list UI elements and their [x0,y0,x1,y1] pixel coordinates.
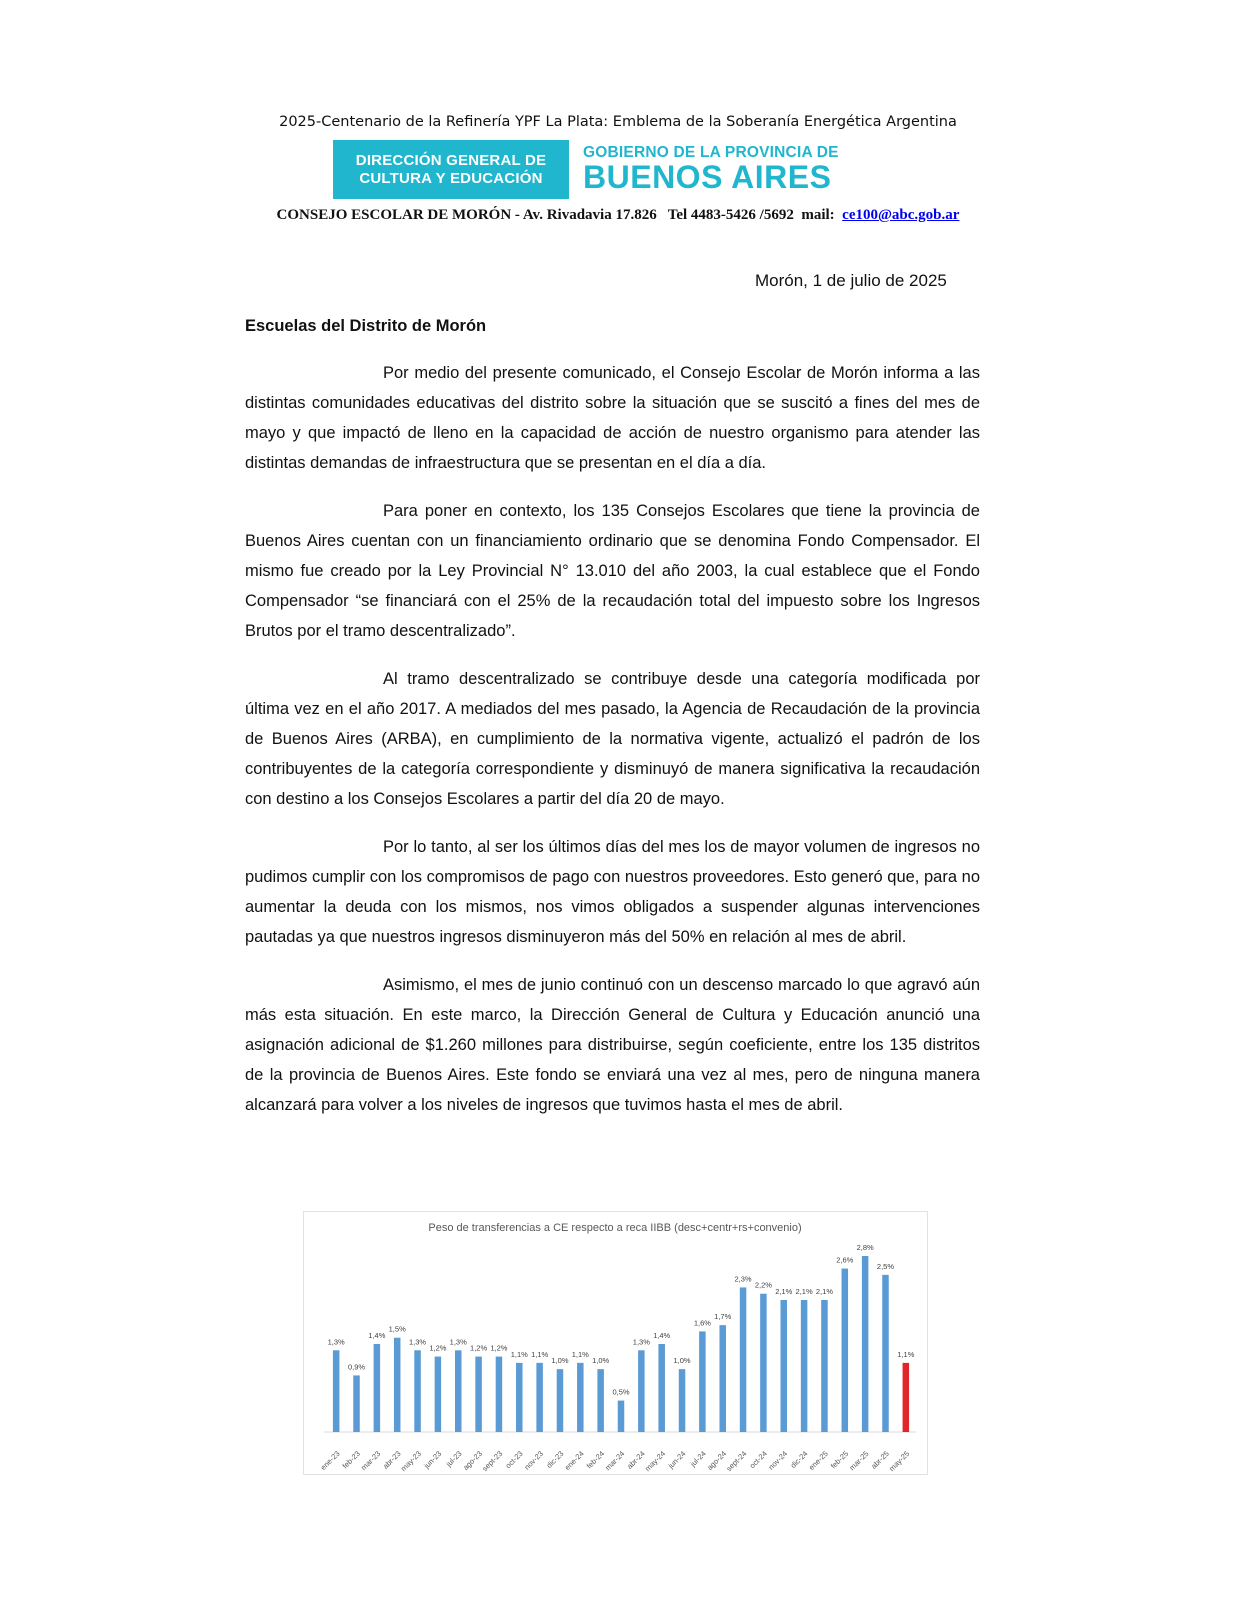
data-label-ago-23: 1,2% [470,1343,488,1353]
data-label-mar-23: 1,4% [368,1331,386,1340]
x-tick-feb-24: feb-24 [584,1449,607,1471]
x-tick-abr-25: abr-25 [869,1449,891,1471]
paragraph-3: Al tramo descentralizado se contribuye desde una categoría modificada por última vez en el año 2017. A mediados del mes pasado, la Agencia de Recaudación de la provincia de Buenos Aires (ARBA), en cumplimiento de la normativa vigente, actualizó el padrón de los contribuyentes de la categoría correspondiente y disminuyó de manera significativa la recaudación con destino a los Consejos Escolares a partir del día 20 de mayo. [245,670,980,808]
bar-ago-23 [475,1357,482,1432]
x-tick-nov-23: nov-23 [522,1449,546,1472]
bar-ene-23 [333,1350,340,1432]
x-tick-jun-23: jun-23 [422,1449,444,1471]
data-label-jun-24: 1,0% [673,1356,691,1366]
bar-nov-24 [781,1300,788,1432]
x-tick-jun-24: jun-24 [666,1449,688,1471]
chart-title: Peso de transferencias a CE respecto a reca IIBB (desc+centr+rs+convenio) [428,1222,802,1234]
bar-abr-24 [638,1350,645,1432]
data-label-feb-25: 2,6% [836,1255,854,1265]
data-label-dic-24: 2,1% [795,1287,813,1296]
data-label-abr-24: 1,3% [632,1337,650,1347]
bar-jun-23 [435,1357,442,1432]
council-address: CONSEJO ESCOLAR DE MORÓN - Av. Rivadavia 17.826 Tel 4483-5426 /5692 mail: [276,207,843,223]
data-label-oct-24: 2,2% [754,1280,772,1290]
header-motto: 2025-Centenario de la Refinería YPF La Plata: Emblema de la Soberanía Energética Argentina [279,114,957,130]
paragraph-5: Asimismo, el mes de junio continuó con un descenso marcado lo que agravó aún más esta situación. En este marco, la Dirección General de Cultura y Educación anunció una asignación adicional de $1.260 millones para distribuirse, según coeficiente, entre los 135 distritos de la provincia de Buenos Aires. Este fondo se enviará una vez al mes, pero de ninguna manera alcanzará para volver a los niveles de ingresos que tuvimos hasta el mes de abril. [245,976,980,1114]
data-label-nov-23: 1,1% [531,1349,549,1359]
bar-oct-24 [760,1294,767,1432]
data-label-jun-23: 1,2% [429,1343,447,1353]
bar-mar-23 [374,1344,381,1432]
bar-abr-25 [882,1275,889,1432]
bar-jul-23 [455,1350,462,1432]
x-tick-abr-24: abr-24 [625,1449,647,1471]
x-tick-ene-24: ene-24 [562,1449,586,1472]
data-label-mar-25: 2,8% [856,1243,874,1252]
bar-may-23 [414,1350,421,1432]
x-tick-may-23: may-23 [398,1449,423,1474]
letter-body [245,358,980,1138]
paragraph-1: Por medio del presente comunicado, el Consejo Escolar de Morón informa a las distintas comunidades educativas del distrito sobre la situación que se suscitó a fines del mes de mayo y que impactó de lleno en la capacidad de acción de nuestro organismo para atender las distintas demandas de infraestructura que se presentan en el día a día. [245,364,980,472]
bar-feb-23 [353,1375,360,1432]
bar-sept-24 [740,1287,747,1432]
bar-ago-24 [719,1325,726,1432]
x-tick-ene-25: ene-25 [806,1449,830,1472]
bar-mar-25 [862,1256,869,1432]
data-label-sept-23: 1,2% [490,1343,508,1353]
x-tick-feb-23: feb-23 [340,1449,362,1471]
x-tick-abr-23: abr-23 [380,1449,403,1471]
dgce-logo [333,140,569,199]
x-tick-mar-25: mar-25 [847,1449,871,1473]
bar-oct-23 [516,1363,523,1432]
bar-mar-24 [618,1401,625,1432]
data-label-oct-23: 1,1% [510,1349,528,1359]
data-label-mar-24: 0,5% [612,1387,630,1397]
x-tick-nov-24: nov-24 [766,1449,790,1472]
bar-dic-23 [557,1369,564,1432]
data-label-ene-25: 2,1% [815,1287,834,1296]
x-tick-ago-24: ago-24 [705,1449,729,1472]
data-label-abr-25: 2,5% [876,1261,895,1271]
data-label-ene-24: 1,1% [571,1349,589,1359]
chart-bars [319,1243,915,1473]
bar-ene-25 [821,1300,828,1432]
x-tick-dic-24: dic-24 [788,1449,810,1470]
x-tick-oct-24: oct-24 [747,1449,769,1471]
council-contact-line [0,207,1236,224]
data-label-jul-23: 1,3% [449,1337,467,1347]
x-tick-oct-23: oct-23 [503,1449,525,1471]
bar-jul-24 [699,1331,706,1432]
x-tick-jul-23: jul-23 [444,1449,464,1469]
gba-logo-line2: BUENOS AIRES [583,159,832,195]
x-tick-mar-24: mar-24 [603,1449,627,1473]
transfers-bar-chart [303,1211,928,1475]
bar-sept-23 [496,1357,503,1432]
gba-logo-line1: GOBIERNO DE LA PROVINCIA DE [583,144,839,161]
data-label-nov-24: 2,1% [775,1287,793,1296]
data-label-feb-24: 1,0% [592,1356,610,1366]
dgce-logo-line2: CULTURA Y EDUCACIÓN [359,169,543,187]
data-label-ene-23: 1,3% [327,1337,345,1347]
chart-canvas [304,1212,927,1474]
x-tick-sept-23: sept-23 [480,1449,505,1474]
letter-date: Morón, 1 de julio de 2025 [755,271,947,290]
data-label-dic-23: 1,0% [551,1356,569,1366]
data-label-jul-24: 1,6% [693,1318,711,1328]
dgce-logo-line1: DIRECCIÓN GENERAL DE [355,151,547,169]
bar-ene-24 [577,1363,584,1432]
paragraph-2: Para poner en contexto, los 135 Consejos Escolares que tiene la provincia de Buenos Aires cuentan con un financiamiento ordinario que se denomina Fondo Compensador. El mismo fue creado por la Ley Provincial N° 13.010 del año 2003, la cual establece que el Fondo Compensador “se financiará con el 25% de la recaudación total del impuesto sobre los Ingresos Brutos por el tramo descentralizado”. [245,502,980,640]
council-email-link[interactable]: ce100@abc.gob.ar [842,207,960,223]
data-label-may-23: 1,3% [408,1337,427,1347]
data-label-may-25: 1,1% [897,1349,915,1359]
x-tick-may-25: may-25 [887,1449,912,1474]
x-tick-jul-24: jul-24 [688,1449,708,1469]
x-tick-may-24: may-24 [643,1449,668,1474]
bar-may-24 [658,1344,665,1432]
bar-jun-24 [679,1369,686,1432]
data-label-sept-24: 2,3% [734,1274,752,1284]
data-label-feb-23: 0,9% [347,1362,366,1372]
data-label-abr-23: 1,5% [388,1324,406,1334]
bar-may-25 [903,1363,910,1432]
bar-feb-24 [597,1369,604,1432]
data-label-may-24: 1,4% [653,1331,671,1340]
institution-logo-banner [333,140,858,199]
x-tick-ene-23: ene-23 [318,1449,342,1472]
bar-nov-23 [536,1363,543,1432]
x-tick-ago-23: ago-23 [461,1449,485,1472]
bar-feb-25 [842,1269,849,1432]
x-tick-mar-23: mar-23 [359,1449,383,1473]
letter-salutation: Escuelas del Distrito de Morón [245,317,487,335]
x-tick-feb-25: feb-25 [828,1449,851,1471]
gba-logo [583,140,858,199]
data-label-ago-24: 1,7% [714,1312,732,1322]
x-tick-dic-23: dic-23 [544,1449,566,1470]
bar-dic-24 [801,1300,808,1432]
paragraph-4: Por lo tanto, al ser los últimos días del mes los de mayor volumen de ingresos no pudimos cumplir con los compromisos de pago con nuestros proveedores. Esto generó que, para no aumentar la deuda con los mismos, nos vimos obligados a suspender algunas intervenciones pautadas ya que nuestros ingresos disminuyeron más del 50% en relación al mes de abril. [245,838,980,946]
bar-abr-23 [394,1338,401,1432]
x-tick-sept-24: sept-24 [724,1449,749,1474]
